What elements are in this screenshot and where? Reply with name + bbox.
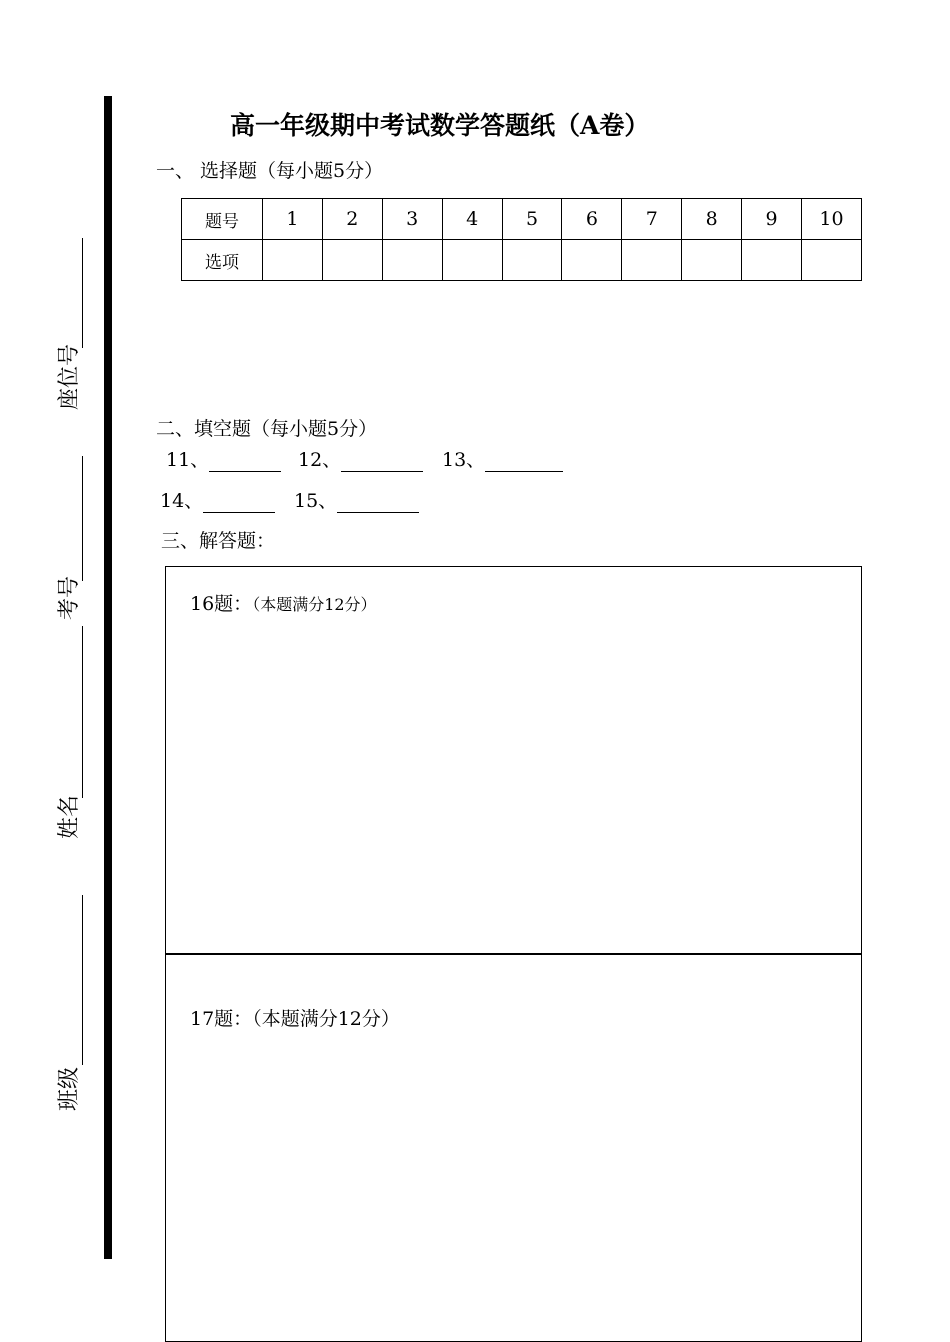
fill-blank-number: 12、	[298, 449, 342, 471]
question-number-row	[182, 199, 862, 240]
option-answer-cell[interactable]	[263, 240, 323, 281]
answer-blank[interactable]	[341, 451, 423, 472]
question-16-score-note: （本题满分12分）	[252, 595, 377, 614]
question-number-cell: 9	[742, 199, 802, 240]
exam-number-label: 考号	[57, 576, 82, 621]
question-number-cell: 5	[502, 199, 562, 240]
question-number-cell: 10	[802, 199, 862, 240]
option-answer-cell[interactable]	[562, 240, 622, 281]
fill-blank-11	[166, 445, 281, 472]
question-number-header: 题号	[182, 199, 263, 240]
fill-blank-number: 14、	[160, 490, 204, 512]
page-title: 高一年级期中考试数学答题纸（A卷）	[230, 111, 650, 140]
option-answer-cell[interactable]	[682, 240, 742, 281]
name-label: 姓名	[57, 795, 82, 840]
answer-box-16[interactable]	[165, 566, 862, 955]
fill-blank-number: 15、	[294, 490, 338, 512]
fill-blank-15	[294, 486, 419, 513]
answer-blank[interactable]	[203, 492, 275, 513]
section-choice-heading: 一、 选择题（每小题5分）	[156, 160, 384, 182]
option-answer-cell[interactable]	[382, 240, 442, 281]
question-number-cell: 8	[682, 199, 742, 240]
seat-number-label: 座位号	[57, 343, 82, 410]
binding-bar	[104, 96, 112, 1259]
option-answer-cell[interactable]	[622, 240, 682, 281]
section-fill-heading: 二、填空题（每小题5分）	[156, 418, 378, 440]
name-line	[82, 626, 83, 798]
question-16-label: 16题：	[190, 593, 253, 615]
fill-blank-14	[160, 486, 275, 513]
question-17-score-note: （本题满分12分）	[252, 1008, 400, 1030]
question-17-heading	[190, 1004, 400, 1031]
fill-blank-13	[442, 445, 563, 472]
answer-blank[interactable]	[337, 492, 419, 513]
answer-box-17[interactable]	[165, 953, 862, 1342]
choice-answer-table	[181, 198, 862, 281]
class-label: 班级	[57, 1067, 82, 1112]
option-answer-cell[interactable]	[322, 240, 382, 281]
section-solve-heading: 三、解答题：	[161, 530, 276, 552]
option-answer-cell[interactable]	[502, 240, 562, 281]
option-answer-cell[interactable]	[442, 240, 502, 281]
exam-number-line	[82, 456, 83, 581]
option-answer-cell[interactable]	[802, 240, 862, 281]
option-header: 选项	[182, 240, 263, 281]
answer-blank[interactable]	[209, 451, 281, 472]
fill-blank-number: 11、	[166, 449, 210, 471]
answer-blank[interactable]	[485, 451, 563, 472]
question-16-heading	[190, 589, 377, 616]
question-17-label: 17题：	[190, 1008, 253, 1030]
fill-blank-12	[298, 445, 423, 472]
question-number-cell: 1	[263, 199, 323, 240]
question-number-cell: 4	[442, 199, 502, 240]
question-number-cell: 2	[322, 199, 382, 240]
question-number-cell: 6	[562, 199, 622, 240]
fill-blank-number: 13、	[442, 449, 486, 471]
class-line	[82, 895, 83, 1065]
question-number-cell: 3	[382, 199, 442, 240]
seat-line	[82, 238, 83, 348]
option-row	[182, 240, 862, 281]
question-number-cell: 7	[622, 199, 682, 240]
option-answer-cell[interactable]	[742, 240, 802, 281]
